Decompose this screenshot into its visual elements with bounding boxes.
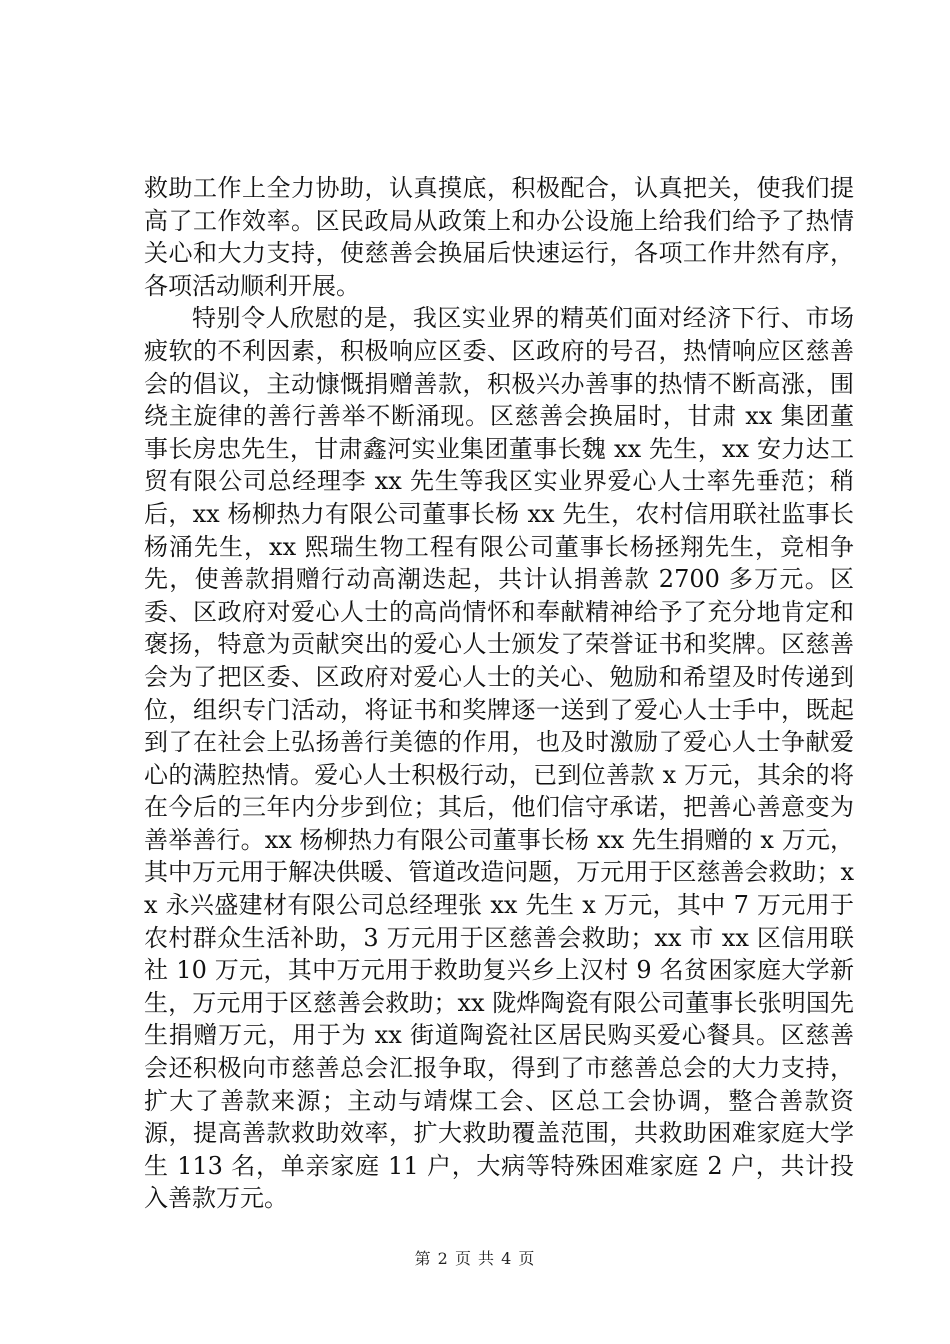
page-footer: 第 2 页 共 4 页 [414, 1249, 536, 1268]
paragraph-1: 救助工作上全力协助，认真摸底，积极配合，认真把关，使我们提高了工作效率。区民政局从政策上和办公设施上给我们给予了热情关心和大力支持，使慈善会换届后快速运行，各项工作井然有序，各项活动顺利开展。 [144, 174, 854, 300]
document-body [144, 172, 854, 1215]
paragraph-2: 特别令人欣慰的是，我区实业界的精英们面对经济下行、市场疲软的不利因素，积极响应区委、区政府的号召，热情响应区慈善会的倡议，主动慷慨捐赠善款，积极兴办善事的热情不断高涨，围绕主旋律的善行善举不断涌现。区慈善会换届时，甘肃 xx 集团董事长房忠先生，甘肃鑫河实业集团董事长魏 xx 先生，xx 安力达工贸有限公司总经理李 xx 先生等我区实业界爱心人士率先垂范；稍后，xx 杨柳热力有限公司董事长杨 xx 先生，农村信用联社监事长杨涌先生，xx 熙瑞生物工程有限公司董事长杨拯翔先生，竞相争先，使善款捐赠行动高潮迭起，共计认捐善款 2700 多万元。区委、区政府对爱心人士的高尚情怀和奉献精神给予了充分地肯定和褒扬，特意为贡献突出的爱心人士颁发了荣誉证书和奖牌。区慈善会为了把区委、区政府对爱心人士的关心、勉励和希望及时传递到位，组织专门活动，将证书和奖牌逐一送到了爱心人士手中，既起到了在社会上弘扬善行美德的作用，也及时激励了爱心人士争献爱心的满腔热情。爱心人士积极行动，已到位善款 x 万元，其余的将在今后的三年内分步到位；其后，他们信守承诺，把善心善意变为善举善行。xx 杨柳热力有限公司董事长杨 xx 先生捐赠的 x 万元，其中万元用于解决供暖、管道改造问题，万元用于区慈善会救助；xx 永兴盛建材有限公司总经理张 xx 先生 x 万元，其中 7 万元用于农村群众生活补助，3 万元用于区慈善会救助；xx 市 xx 区信用联社 10 万元，其中万元用于救助复兴乡上汉村 9 名贫困家庭大学新生，万元用于区慈善会救助；xx 陇烨陶瓷有限公司董事长张明国先生捐赠万元，用于为 xx 街道陶瓷社区居民购买爱心餐具。区慈善会还积极向市慈善总会汇报争取，得到了市慈善总会的大力支持，扩大了善款来源；主动与靖煤工会、区总工会协调，整合善款资源，提高善款救助效率，扩大救助覆盖范围，共救助困难家庭大学生 113 名，单亲家庭 11 户，大病等特殊困难家庭 2 户，共计投入善款万元。 [144, 304, 854, 1213]
